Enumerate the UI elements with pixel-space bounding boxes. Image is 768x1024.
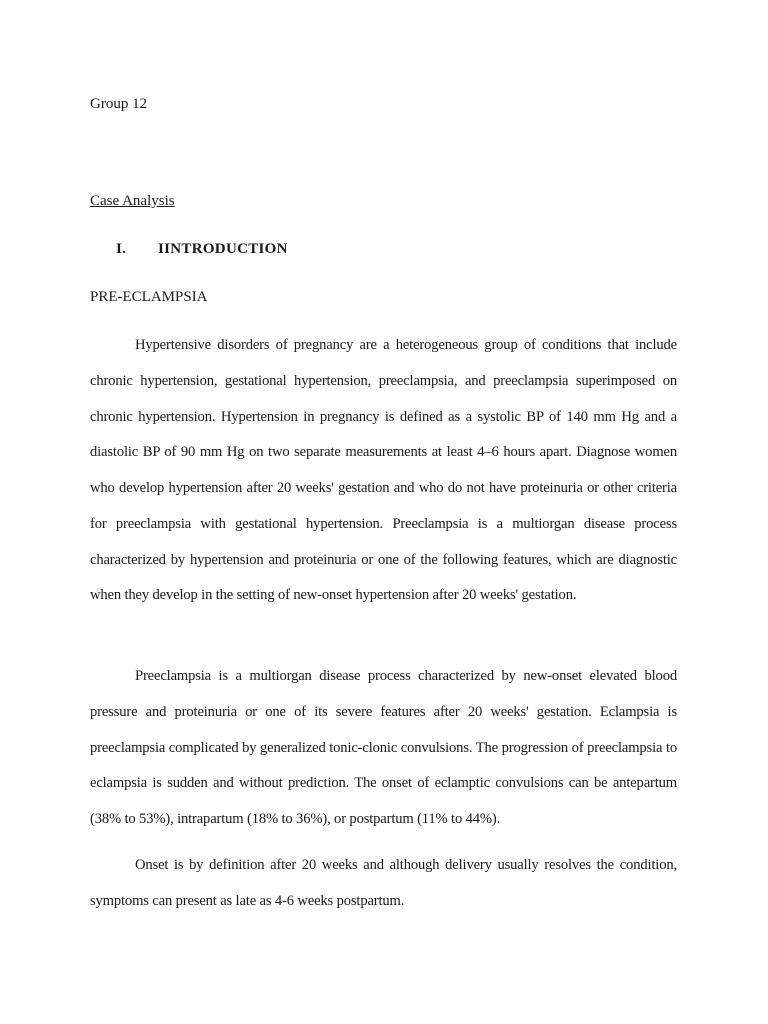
paragraph-1: Hypertensive disorders of pregnancy are a heterogeneous group of conditions that include chronic hypertension, gestational hypertension, preeclampsia, and preeclampsia superimposed on chronic hypertension. Hypertension in pregnancy is defined as a systolic BP of 140 mm Hg and a diastolic BP of 90 mm Hg on two separate measurements at least 4–6 hours apart. Diagnose women who develop hypertension after 20 weeks' gestation and who do not have proteinuria or other criteria for preeclampsia with gestational hypertension. Preeclampsia is a multiorgan disease process characterized by hypertension and proteinuria or one of the following features, which are diagnostic when they develop in the setting of new-onset hypertension after 20 weeks' gestation. xyxy=(90,337,677,604)
section-heading xyxy=(90,239,288,259)
subheading: PRE-ECLAMPSIA xyxy=(90,289,208,305)
case-analysis-heading: Case Analysis xyxy=(90,193,175,209)
paragraph-2: Preeclampsia is a multiorgan disease process characterized by new-onset elevated blood pressure and proteinuria or one of its severe features after 20 weeks' gestation. Eclampsia is preeclampsia complicated by generalized tonic-clonic convulsions. The progression of preeclampsia to eclampsia is sudden and without prediction. The onset of eclamptic convulsions can be antepartum (38% to 53%), intrapartum (18% to 36%), or postpartum (11% to 44%). xyxy=(90,668,677,827)
section-numeral: I. xyxy=(116,241,127,257)
section-title: IINTRODUCTION xyxy=(158,241,288,257)
paragraph-3: Onset is by definition after 20 weeks and although delivery usually resolves the condition, symptoms can present as late as 4-6 weeks postpartum. xyxy=(90,857,677,909)
group-label: Group 12 xyxy=(90,96,148,112)
